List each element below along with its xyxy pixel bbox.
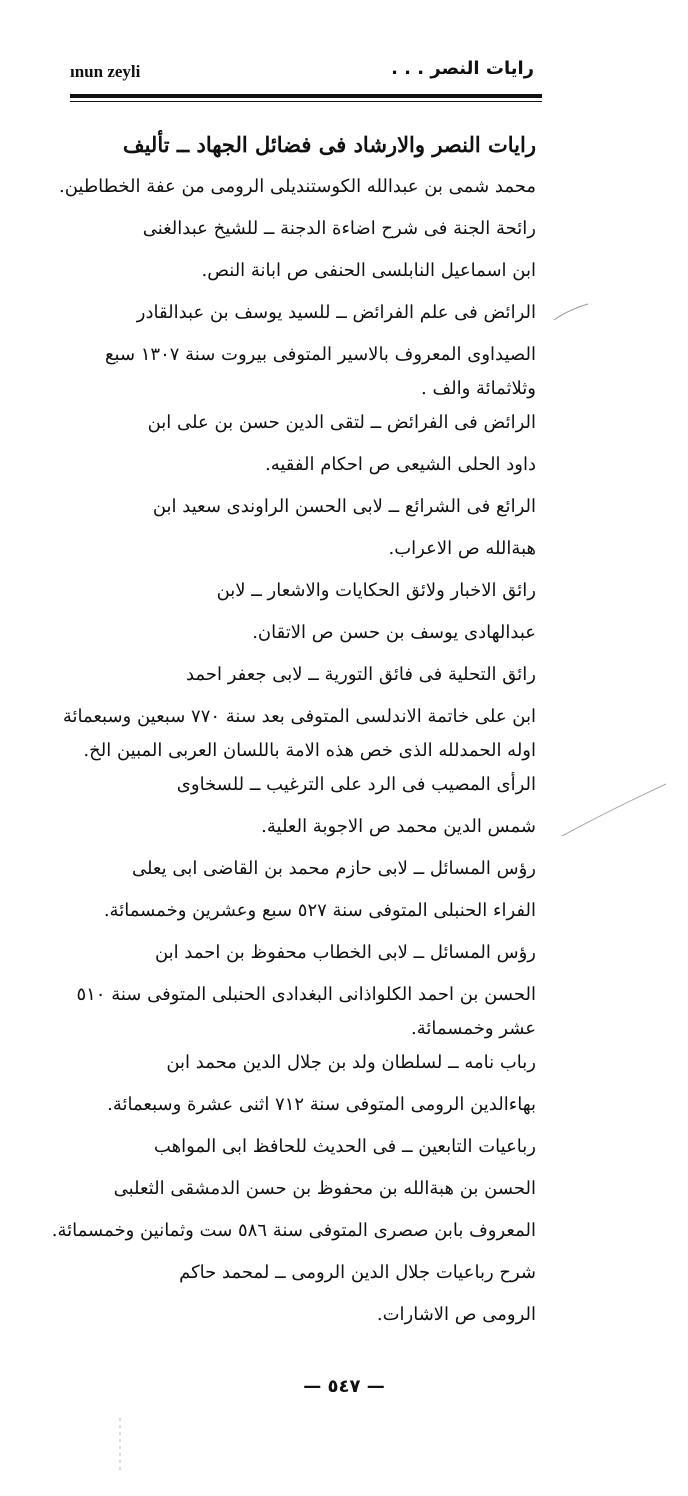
- header-rule-thick: [70, 94, 542, 98]
- header-rule-thin: [70, 101, 542, 102]
- text-line: الرأى المصيب فى الرد على الترغيب ــ للسخاوى: [176, 774, 536, 795]
- text-line: شمس الدين محمد ص الاجوبة العلية.: [261, 816, 536, 837]
- entries-text-body: [51, 124, 536, 1336]
- text-line: هبةالله ص الاعراب.: [388, 538, 536, 559]
- margin-pencil-mark: [114, 1416, 126, 1476]
- text-line: ابن على خاتمة الاندلسى المتوفى بعد سنة ٧٧٠ سبعين وسبعمائة: [62, 706, 536, 727]
- text-line: رباعيات التابعين ــ فى الحديث للحافظ ابى المواهب: [153, 1136, 536, 1157]
- text-line: وثلاثمائة والف .: [421, 378, 536, 399]
- text-line: رائق الاخبار ولائق الحكايات والاشعار ــ لابن: [216, 580, 536, 601]
- text-line: داود الحلى الشيعى ص احكام الفقيه.: [264, 454, 536, 475]
- page-header: [64, 58, 540, 86]
- text-line: عبدالهادى يوسف بن حسن ص الاتقان.: [252, 622, 536, 643]
- page-number: — ٥٤٧ —: [303, 1376, 385, 1397]
- header-running-title: رايات النصر . . .: [391, 58, 534, 79]
- text-line: الحسن بن احمد الكلواذانى البغدادى الحنبلى المتوفى سنة ٥١٠: [76, 984, 536, 1005]
- text-line: محمد شمى بن عبدالله الكوستنديلى الرومى من عفة الخطاطين.: [58, 176, 536, 197]
- margin-pencil-mark: [560, 780, 670, 840]
- text-line: رائحة الجنة فى شرح اضاءة الدجنة ــ للشيخ عبدالغنى: [142, 218, 536, 239]
- text-line: الحسن بن هبةالله بن محفوظ بن حسن الدمشقى الثعلبى: [113, 1178, 536, 1199]
- text-line: الرائض فى علم الفرائض ــ للسيد يوسف بن عبدالقادر: [136, 302, 536, 323]
- text-line: ابن اسماعيل النابلسى الحنفى ص ابانة النص.: [201, 260, 536, 281]
- text-line: شرح رباعيات جلال الدين الرومى ــ لمحمد حاكم: [179, 1262, 536, 1283]
- text-line: الفراء الحنبلى المتوفى سنة ٥٢٧ سبع وعشرين وخمسمائة.: [103, 900, 536, 921]
- text-line: رايات النصر والارشاد فى فضائل الجهاد ــ تأليف: [122, 132, 536, 157]
- text-line: بهاءالدين الرومى المتوفى سنة ٧١٢ اثنى عشرة وسبعمائة.: [107, 1094, 536, 1115]
- text-line: اوله الحمدلله الذى خص هذه الامة باللسان العربى المبين الخ.: [83, 740, 536, 761]
- text-line: عشر وخمسمائة.: [410, 1018, 536, 1039]
- text-line: الرومى ص الاشارات.: [376, 1304, 536, 1325]
- text-line: رائق التحلية فى فائق التورية ــ لابى جعفر احمد: [185, 664, 536, 685]
- text-line: الرائع فى الشرائع ــ لابى الحسن الراوندى سعيد ابن: [152, 496, 536, 517]
- text-line: رباب نامه ــ لسلطان ولد بن جلال الدين محمد ابن: [166, 1052, 536, 1073]
- text-line: رؤس المسائل ــ لابى حازم محمد بن القاضى ابى يعلى: [131, 858, 536, 879]
- text-line: الصيداوى المعروف بالاسير المتوفى بيروت سنة ١٣٠٧ سبع: [104, 344, 536, 365]
- text-line: رؤس المسائل ــ لابى الخطاب محفوظ بن احمد ابن: [154, 942, 536, 963]
- text-line: الرائض فى الفرائض ــ لتقى الدين حسن بن على ابن: [147, 412, 536, 433]
- text-line: المعروف بابن صصرى المتوفى سنة ٥٨٦ ست وثمانين وخمسمائة.: [51, 1220, 536, 1241]
- header-left-text: ınun zeyli: [70, 62, 141, 81]
- margin-pencil-mark: [552, 300, 592, 324]
